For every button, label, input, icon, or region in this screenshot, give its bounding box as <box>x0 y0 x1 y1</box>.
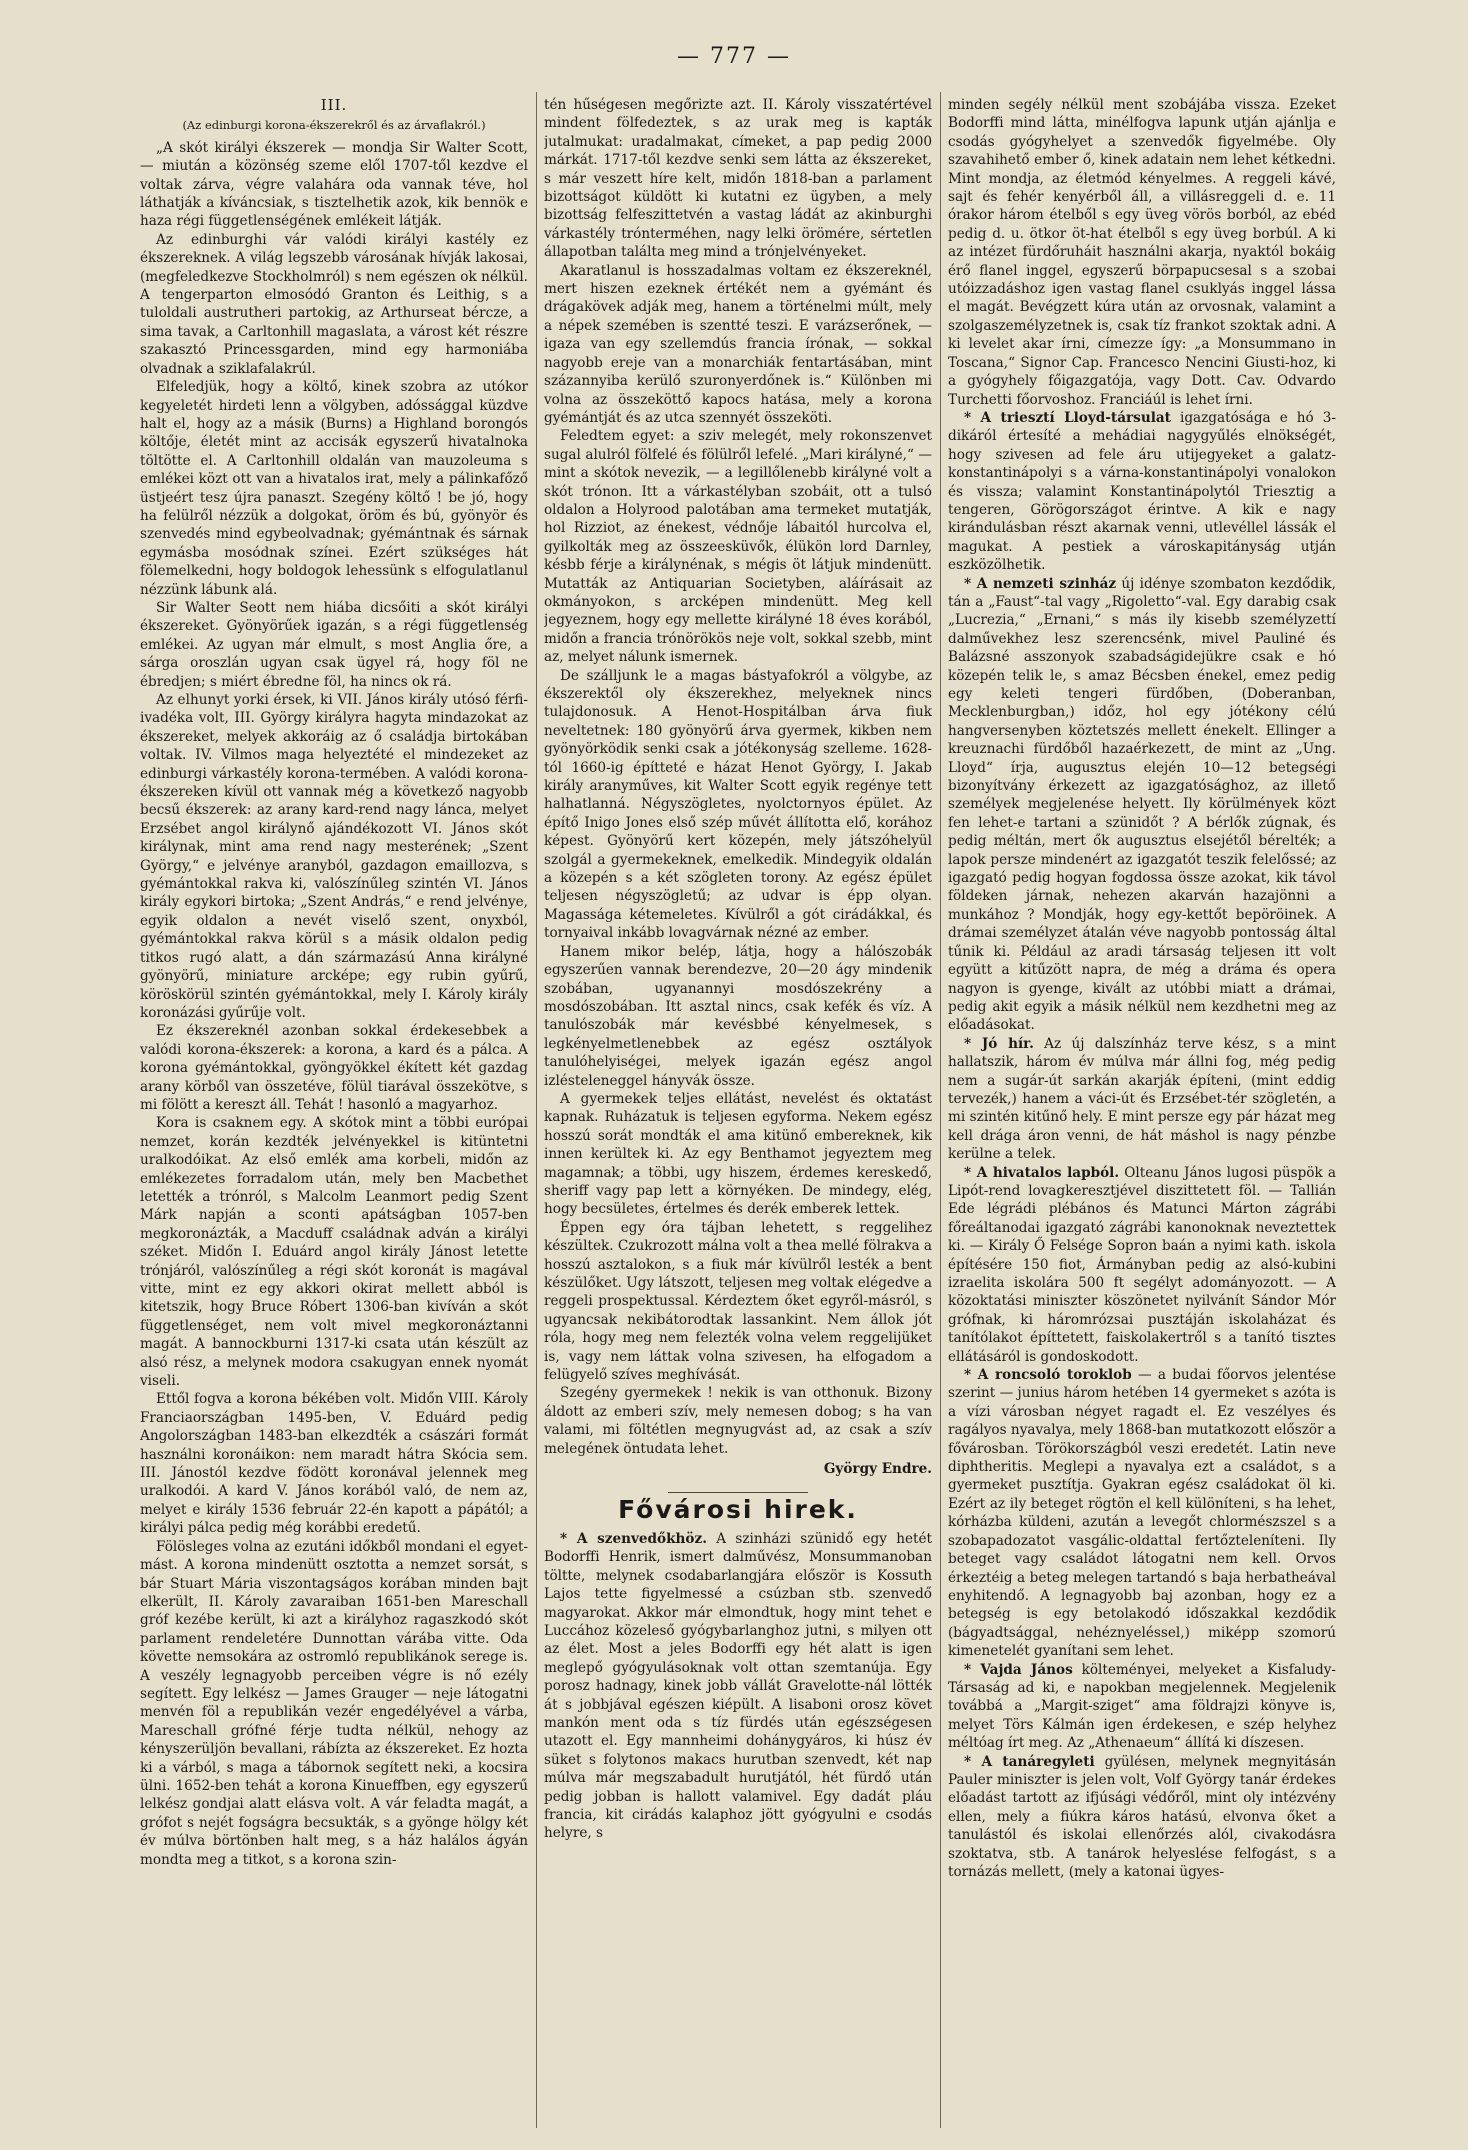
paragraph: tén hűségesen megőrizte azt. II. Károly visszatértével mindent fölfedeztek, s az urak meg is kapták jutalmukat: uradalmakat, címeket, a pap pedig 2000 márkát. 1717-től kezdve senki sem látta az ékszereket, s már veszett híre kelt, midőn 1818-ban a parlament bizottságot küldött ki kutatni ez ügyben, a mely bizottság felfeszittetvén a vastag ládát az akinburghi várkastély trónterméhen, nagy lelki örömére, sértetlen állapotban találta meg mind a trónjelvényeket. <box>544 97 932 261</box>
paragraph: „A skót királyi ékszerek — mondja Sir Walter Scott, — miután a közönség szeme elől 1707-től kezdve el voltak zárva, végre valahára oda vannak téve, hol láthatják a kíváncsiak, s tisztelhetik azok, kik bennök e haza régi függetlenségének emlékeit látják. <box>140 139 528 230</box>
paragraph: Kora is csaknem egy. A skótok mint a többi európai nemzet, korán kezdték jelvényekkel is kitüntetni uralkodóikat. Az első emlék ama korbeli, midőn az emlékezetes forradalom után, mely ben Macbethet letették a trónról, s Malcolm Leanmort pedig Szent Márk napján a sconti apátságban 1057-ben megkoronázták, a Macduff családnak adván a királyi széket. Midőn I. Eduárd angol király Jánost letette trónjáról, valószínűleg a régi skót koronát is magával vitte, mint ez egy akkori okirat mellett abból is kitetszik, hogy Bruce Róbert 1306-ban kivíván a skót függetlenséget, nem volt mivel megkoronáztanni magát. A bannockburni 1317-ki csata után készült az alsó rész, a melynek modora csakugyan ennek nyomát viseli. <box>140 1115 528 1390</box>
news-item-text: A szinházi szünidő egy hetét Bodorffi Henrik, ismert dalművész, Monsummanoban töltte, melynek csodabarlangjára először is Kossuth Lajos tette figyelmessé a csúzban stb. szenvedő magyarokat. Akkor már elmondtuk, hogy mint tehet e Luccához közeleső gyógybarlanghoz jutni, s milyen ott az élet. Most a jeles Bodorffi egy hét alatt is igen meglepő gyógyulásoknak volt ottan szemtanúja. Egy porosz hadnagy, kinek jobb vállát Gravelotte-nál lötték át s jobbjával egészen kiépült. A lisaboni orosz követ mankón ment oda s tíz fürdés után egészségesen utazott el. Egy mannheimi dohánygyáros, ki húsz év süket s folytonos makacs hurutban szenvedt, két nap múlva már megszabadult hurutjától, hét fürdő után pedig jobban is hallott valamivel. Egy dadát pláu francia, kit cirádás kalaphoz jött gyógyulni e csodás helyre, s <box>544 1530 932 1842</box>
news-item-text: új idénye szombaton kezdődik, tán a „Faust“-tal vagy „Rigoletto“-val. Egy darabig csak „Lucrezia,“ „Ernani,“ s más ily kisebb személyzettí dalművekhez lesz szerencsénk, mivel Pauliné és Balázsné asszonyok szabadságidejükre csak e hó közepén telik le, s amaz Bécsben énekel, emez pedig egy keleti tengeri fürdőben, (Doberanban, Mecklenburgban,) időz, hol egy jótékony célú hangversenyben köztetszés mellett énekelt. Ellinger a kreuznachi fürdőből hazaérkezett, de mint az „Ung. Lloyd“ írja, augusztus elején 10—12 betegségi bizonyítvány érkezett az igazgatósághoz, az illető személyek megjelenése helyett. Ily körülmények közt fen lehet-e tartani a szünidőt ? A bérlők zúgnak, és pedig méltán, mert ők augusztus elsejétől bérelték; a lapok persze mindenért az igazgatót teszik felelőssé; az igazgató pedig hogyan fogdossa össze azokat, kik távol földeken járnak, nehezen akarván hazajönni a munkához ? Mondják, hogy egy-kettőt bepöröinek. A drámai személyzet átalán véve nagyobb pontosság által tűnik ki. Például az aradi társaság teljesen itt volt együtt a kitűzött napra, de még a dráma és opera nagyon is gyenge, kivált az utóbbi miatt a drámai, pedig akit egyik a másik nélkül nem kezdhetni meg az előadásokat. <box>948 575 1336 1034</box>
news-item-text: — a budai főorvos jelentése szerint — junius három hetében 14 gyermeket s azóta is a vízi városban négyet ragadt el. Ez veszélyes és ragályos nyavalya, mely 1868-ban mutatkozott először a fővárosban. Törökországból veszi eredetét. Latin neve diphtheritis. Meglepi a nyavalya ezt a családot, s a gyermeket pusztítja. Gyakran egész családokat öl ki. Ezért az ily beteget rögtön el kell különíteni, s ha lehet, kórházba küldeni, azután a levegőt chlormészszel s a szobapadozatot vasgálic-oldattal fertőzteleníteni. Ily beteget vagy családot látogatni nem kell. Orvos érkeztéig a beteg melegen tartandó s baja herbatheával enyhitendő. A legnagyobb baj azonban, hogy ez a betegség is egy betolakodó időszakkal kezdődik (bágyadtsággal, nehéznyeléssel,) miképp szomorú kimenetelét gyanítani sem lehet. <box>948 1367 1336 1660</box>
paragraph: Az elhunyt yorki érsek, ki VII. János király utósó férfi-ivadéka volt, III. György királyra hagyta mindazokat az ékszereket, melyek akkoráig az ő családja birtokában voltak. IV. Vilmos maga helyeztété el mindezeket az edinburgi várkastély korona-termében. A valódi korona-ékszereken kívül ott vannak még a következő nagyobb becsű ékszerek: az arany kard-rend nagy lánca, melyet Erzsébet angol királynő ajándékozott VI. János skót királynak, mint ama rend nagy mesterének; „Szent György,“ e jelvénye aranyból, gazdagon emaillozva, s gyémántokkal rakva ki, valószínűleg szintén VI. János király egykori birtoka; „Szent András,“ e rend jelvénye, egyik oldalon a nevét viselő szent, onyxból, gyémántokkal rakva körül s a másik oldalon pedig titkos rugó alatt, a dán származású Anna királyné gyönyörű, miniature arcképe; egy rubin gyűrű, köröskörül szintén gyémántokkal, mely I. Károly király koronázási gyűrűje volt. <box>140 692 528 1021</box>
paragraph: Éppen egy óra tájban lehetett, s reggelihez készültek. Czukrozott málna volt a thea mellé fölrakva a hosszú asztalokon, s a fiuk már kívülről lesték a bent készülőket. Ugy látszott, teljesen meg voltak elégedve a reggeli prospektussal. Kérdeztem őket egyről-másról, s ugyancsak nekibátorodtak lassankint. Nem állok jót róla, hogy meg nem felezték volna velem reggelijüket is, vagy nem láttak volna szivesen, ha elfogadom a felügyelő szíves meghívását. <box>544 1219 932 1384</box>
section-divider <box>668 1492 808 1493</box>
news-item <box>948 575 1336 1035</box>
paragraph: Ettől fogva a korona békében volt. Midőn VIII. Károly Franciaországban 1495-ben, V. Eduárd pedig Angolországban 1483-ban elkezdték a császári formát használni koronáikon: nem maradt hátra Skócia sem. III. Jánostól kezdve födött koronával jelennek meg uralkodói. A kard V. János korából való, de nem az, melyet e király 1536 február 22-én kapott a pápától; a királyi pálca pedig még korábbi eredetű. <box>140 1391 528 1537</box>
column-rule <box>536 92 537 2128</box>
news-item <box>544 1530 932 1843</box>
news-item <box>948 1164 1336 1366</box>
column-rule <box>940 92 941 2128</box>
news-item <box>948 1753 1336 1882</box>
news-item-lead: * A szenvedőkhöz. <box>560 1530 707 1547</box>
news-item-lead: * A triesztí Lloyd-társulat <box>964 409 1171 426</box>
paragraph: Feledtem egyet: a sziv melegét, mely rokonszenvet sugal alulról fölfelé és fölülről lefelé. „Mari királyné,“ — mint a skótok nevezik, — a legillőlenebb királyné volt a skót trónon. Itt a várkastélyban szobáit, ott a tulsó oldalon a Holyrood palotában ama termeket mutatják, hol Rizziot, az énekest, védnője lábaitól hurcolva el, gyilkolták meg az összeesküvők, élükön lord Darnley, késbb férje a királynénak, s mégis öt látjuk mindenütt. Mutatták az Antiquarian Societyben, aláírásait az okmányokon, s arcképen mindenütt. Meg kell jegyeznem, hogy egy mellette királyné 18 éves korából, midőn a francia trónörökös neje volt, sokkal szebb, mint az, melyet nálunk ismernek. <box>544 428 932 666</box>
author-signature: György Endre. <box>823 1461 932 1478</box>
news-item-lead: * Jó hír. <box>964 1035 1034 1052</box>
paragraph: Az edinburghi vár valódi királyi kastély ez ékszereknek. A világ legszebb városának hívják lakosai, (megfeledkezve Stockholmról) s nem egészen ok nélkül. A tengerparton elmosódó Granton és Leithig, s a tuloldali austrutheri partokig, az Arthurseat bércze, a sima tavak, a Carltonhill magaslata, a várost két részre szakasztó Princessgarden, mind egy harmoniába olvadnak a sziklafalakrúl. <box>140 231 528 377</box>
paragraph: A gyermekek teljes ellátást, nevelést és oktatást kapnak. Ruházatuk is teljesen egyforma. Nekem egész hosszú sorát mondták el ama kitünő embereknek, kik innen kerültek ki. Az egy Benthamot jegyeztem meg magamnak; a többi, ugy hiszem, érdemes kereskedő, sheriff vagy pap lett a környéken. De mindegy, elég, hogy becsületes, értelmes és derék emberek lettek. <box>544 1090 932 1218</box>
news-item-lead: * Vajda János <box>964 1661 1073 1678</box>
news-item-text: Az új dalszínház terve kész, s a mint hallatszik, három év múlva már állni fog, még pedig nem a sugár-út sarkán akarják építeni, (mint eddig tervezék,) hanem a váci-út és Erzsébet-tér szögletén, a mi szintén kitűnő hely. E mint persze egy pár házat meg kell drága áron venni, de hát máshol is nagy pénzbe kerülne a telek. <box>948 1035 1336 1163</box>
paragraph: Fölösleges volna az ezutáni időkből mondani el egyet-mást. A korona mindenütt osztotta a nemzet sorsát, s bár Stuart Mária viszontagságos korában minden bajt elkerült, II. Károly zavaraiban 1651-ben Mareschall gróf kezébe került, ki azt a királyhoz ragaszkodó skót parlament rendeletére Dunnottan várába vitte. Oda követte nemsokára az ostromló republikánok serege is. A veszély legnagyobb perceiben végre is nő ezély segített. Egy lelkész — James Grauger — neje látogatni menvén föl a republikán vezér engedélyével a várba, Mareschall grófné férje tudta nélkül, nehogy az kényszerüljön bevallani, rábízta az ékszereket. Ez hozta ki a várból, s maga a tábornok segített neki, a kocsira ülni. 1652-ben tehát a korona Kinueffben, egy egyszerű lelkész gondjai alatt elásva volt. A vár feladta magát, a grófot s nejét fogságra becsukták, s a gyönge hölgy két év múlva börtönben halt meg, s a ház halálos ágyán mondta meg a titkot, s a korona szin- <box>140 1538 528 1868</box>
news-item-lead: * A roncsoló toroklob <box>964 1367 1132 1384</box>
paragraph: Elfeledjük, hogy a költő, kinek szobra az utókor kegyeletét hirdeti lenn a völgyben, adóssággal küzdve halt el, hogy az a másik (Burns) a Highland borongós költője, életét mint az accisák egyszerű hivatalnoka töltötte el. A Carltonhill oldalán van mauzoleuma s emlékei közt ott van a hivatalos irat, mely a pálinkafőző üstjeért tesz újra panaszt. Szegény költő ! be jó, hogy ha felülről nézzük a dolgokat, öröm és bú, gyönyör és szenvedés mind egybeolvadnak; gyémántnak és sárnak egymásba mosódnak színei. Ezért szükséges hát fölemelkedni, hogy boldogok lehessünk s elfogulatlanul nézzünk lábunk alá. <box>140 379 528 598</box>
column-2 <box>544 96 932 2126</box>
paragraph: Sir Walter Seott nem hiába dicsőiti a skót királyi ékszereket. Gyönyörűek igazán, s a régi függetlenség emlékei. Az ugyan már elmult, s most Anglia őre, a sárga oroszlán ugyan csak ügyel rá, hogy föl ne ébredjen; s miért ébredne föl, ha nincs ok rá. <box>140 599 528 690</box>
section-subtitle: (Az edinburgi korona-ékszerekről és az árvaflakról.) <box>182 118 486 133</box>
page-number: — 777 — <box>677 44 791 69</box>
news-section-title: Fővárosi hirek. <box>618 1495 858 1525</box>
paragraph: Akaratlanul is hosszadalmas voltam ez ékszereknél, mert hiszen ezeknek értékét nem a gyémánt és drágakövek adják meg, hanem a történelmi múlt, mely a népek szemében is szentté teszi. E varázserőnek, — igaza van egy szellemdús francia írónak, — sokkal nagyobb ereje van a monarchiák fentartásában, mint százannyiba kerülő szuronyerdőnek is.“ Különben mi volna az összeköttő kapocs hatása, mely a korona gyémántját és az utca szennyét összeköti. <box>544 262 932 426</box>
news-item-text: igazgatósága e hó 3-dikáról értesíté a mehádiai nagygyűlés elnökségét, hogy szivesen ad fele áru utijegyeket a galatz-konstantinápolyi s a várna-konstantinápolyi vonalokon és vissza; valamint Konstantinápolytól Triesztig a tengeren, Görögországot érintve. A kik e nagy kirándulásban részt akarnak venni, utlevéllel lássák el magukat. A pestiek a városkapitányság utján eszközölhetik. <box>948 409 1336 574</box>
paragraph: Hanem mikor belép, látja, hogy a hálószobák egyszerűen vannak berendezve, 20—20 ágy mindenik szobában, ugyanannyi mosdószekrény a mosdószobában. Itt asztal nincs, csak kefék és víz. A tanulószobák már kevésbbé kényelmesek, s legkényelmetlenebbek az egész osztályok tanulóhelyiségei, melyek igazán egész angol izlésteleneggel hányvák össze. <box>544 943 932 1089</box>
news-item <box>948 1366 1336 1661</box>
news-item-lead: * A hivatalos lapból. <box>964 1164 1120 1181</box>
section-title: III. <box>320 96 348 114</box>
column-3 <box>948 96 1336 2126</box>
news-item-lead: * A nemzeti szinház <box>964 575 1117 592</box>
news-item-text: költeményei, melyeket a Kisfaludy-Társaság ad ki, e napokban megjelennek. Megjelenik továbbá a „Margit-sziget“ ama földrajzi könyve is, melyet Törs Kálmán igen érdekesen, e szép helyhez méltóag írt meg. Az „Athenaeum“ állítá ki díszesen. <box>948 1661 1336 1752</box>
paragraph: minden segély nélkül ment szobájába vissza. Ezeket Bodorffi mind látta, minélfogva lapunk utján ajánlja e csodás gyógyhelyet a szenvedők figyelmébe. Oly szavahihető ember ő, kinek adatain nem lehet kétkedni. Mint mondja, az életmód kényelmes. A reggeli kávé, sajt és fehér kenyérből áll, a villásreggeli d. e. 11 órakor három ételből s egy üveg vörös borból, az ebéd pedig d. u. ötkor öt-hat ételből s egy üveg borbúl. A ki az intézet fürdőruháit használni akarja, nyaktól bokáig érő flanel inggel, egyszerű börpapucsesal s a szobai utóizzadáshoz igen vastag flanel csuklyás inggel lássa el magát. Bevégzett kúra után az orvosnak, valamint a szolgaszemélyzetnek is, csak tíz frankot szoktak adni. A ki levelet akar írni, címezze így: „a Monsummano in Toscana,“ Signor Cap. Francesco Nencini Giusti-hoz, ki a gyógyhely főigazgatója, vagy Dott. Cav. Odvardo Turchetti főorvoshoz. Franciáúl is lehet írni. <box>948 97 1336 408</box>
news-item-lead: * A tanáregyleti <box>964 1753 1095 1770</box>
paragraph: De szálljunk le a magas bástyafokról a völgybe, az ékszerektől oly ékszerekhez, melyeknek nincs tulajdonosuk. A Henot-Hospitálban árva fiuk neveltetnek: 180 gyönyörű árva gyermek, kikben nem gyönyörködik senki csak a jótékonyság szelleme. 1628-tól 1660-ig építteté e házat Henot György, I. Jakab király aranyműves, kit Walter Scott egyik regénye tett halhatlanná. Négyszögletes, nyolctornyos épület. Az építő Inigo Jones első szép művét állította elő, korához képest. Gyönyörű kert közepén, mely játszóhelyül szolgál a gyermekeknek, emelkedik. Mindegyik oldalán a közepén s a két szögleten torony. Az egész épület teljesen négyszögletű; az udvar is épp olyan. Magassága kétemeletes. Kívülről a gót cirádákkal, és tornyaival inkább lovagvárnak nézné az ember. <box>544 667 932 942</box>
paragraph: Ez ékszereknél azonban sokkal érdekesebbek a valódi korona-ékszerek: a korona, a kard és a pálca. A korona gyémántokkal, gyöngyökkel ékített két gazdag arany körből van összetéve, fölül tiarával összekötve, s mi fölött a kereszt áll. Tehát ! hasonló a magyarhoz. <box>140 1023 528 1113</box>
news-item <box>948 409 1336 575</box>
news-item-text: gyülésen, melynek megnyitásán Pauler miniszter is jelen volt, Volf György tanár érdekes előadást tartott az ifjúsági védőről, mint oly intézvény ellen, mely a fiúkra káros hatású, elvonva őket a tanulástól és iskolai ellenőrzés alól, civakodásra szoktatva, stb. A tanárok helyeslése felfogást, s a tornázás mellett, (mely a katonai ügyes- <box>948 1753 1336 1880</box>
news-item-text: Olteanu János lugosi püspök a Lipót-rend lovagkeresztjével diszittetett föl. — Tallián Ede légrádi plébános és Matunci Márton zágrábi főreáltanodai igazgató zágrábi kanonoknak neveztettek ki. — Király Ő Felsége Sopron baán a nyimi kath. iskola építésére 150 fiot, Ármányban pedig az alsó-kubini izraelita iskolára 500 ft segélyt adományozott. — A közoktatási miniszter köszönetet nyilvánít Sándor Mór grófnak, ki háromrózsai pusztáján iskolaházat és tanítólakot építtetett, faiskolakertről s a tanító tisztes ellátásáról is gondoskodott. <box>948 1164 1336 1365</box>
paragraph: Szegény gyermekek ! nekik is van otthonuk. Bizony áldott az emberi szív, mely nemesen dobog; s ha van valami, mi föltétlen megnyugvást ad, az csak a szív melegének öntudata lehet. <box>544 1385 932 1457</box>
column-1 <box>140 96 528 2126</box>
news-item <box>948 1661 1336 1753</box>
news-item <box>948 1035 1336 1164</box>
